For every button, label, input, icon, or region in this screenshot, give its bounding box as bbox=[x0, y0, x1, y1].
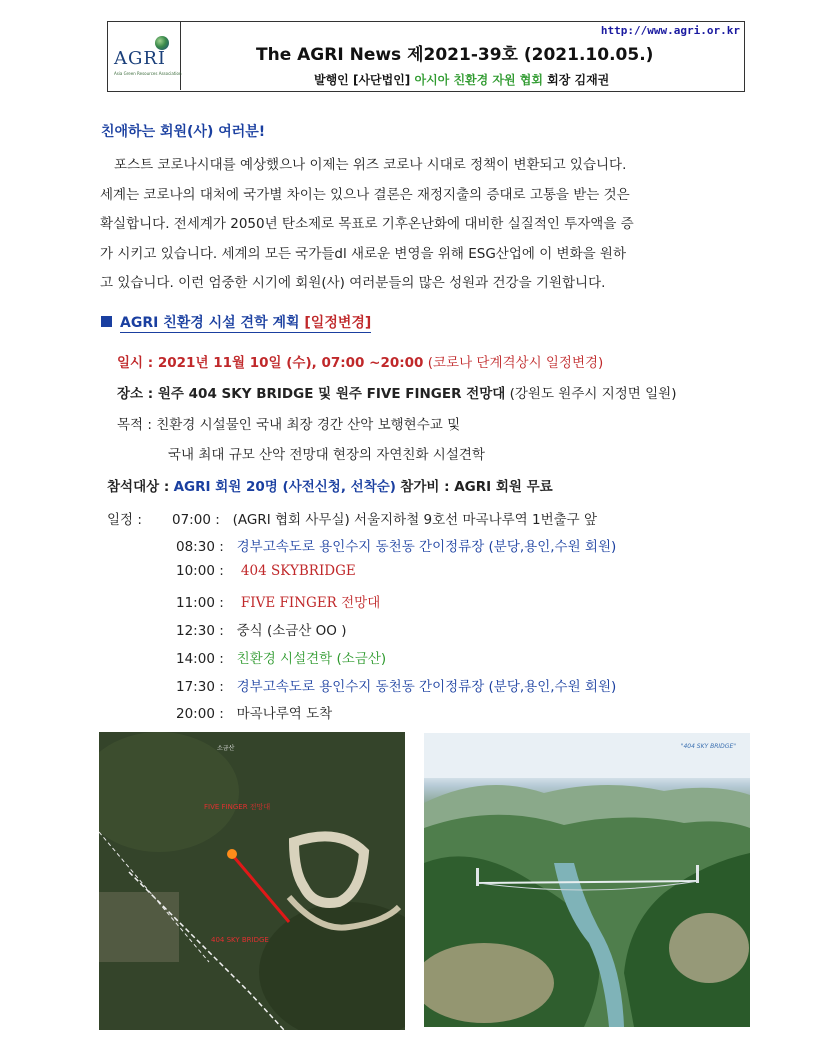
body-line: 가 시키고 있습니다. 세계의 모든 국가들dl 새로운 변영을 위해 ESG산업에 이 변화을 원하 bbox=[100, 245, 627, 262]
logo-subtitle: Asia Green Resources Association bbox=[114, 71, 182, 76]
body-line: 세계는 코로나의 대처에 국가별 차이는 있으나 결론은 재정지출의 증대로 고통을 받는 것은 bbox=[100, 186, 630, 203]
schedule-text: FIVE FINGER 전망대 bbox=[240, 595, 381, 611]
website-link[interactable]: http://www.agri.or.kr bbox=[600, 24, 740, 37]
section-title-text: AGRI 친환경 시설 견학 계획 bbox=[120, 315, 300, 331]
map-label-five-finger: FIVE FINGER 전망대 bbox=[204, 803, 271, 811]
schedule-time: 12:30 : bbox=[176, 623, 224, 639]
schedule-label: 일정 : bbox=[107, 512, 142, 528]
attend-label: 참석대상 : bbox=[107, 479, 170, 495]
newsletter-header bbox=[107, 21, 745, 92]
schedule-time: 20:00 : bbox=[176, 706, 224, 722]
agri-logo bbox=[108, 22, 181, 90]
schedule-time: 07:00 : bbox=[172, 512, 220, 528]
attend-value: AGRI 회원 20명 (사전신청, 선착순) bbox=[173, 479, 396, 495]
attendance-line bbox=[107, 475, 553, 495]
square-bullet-icon bbox=[101, 316, 112, 327]
place-note: (강원도 원주시 지정면 일원) bbox=[509, 386, 677, 402]
schedule-row bbox=[176, 619, 347, 639]
section-tag: [일정변경] bbox=[304, 315, 372, 331]
fee-text: 참가비 : AGRI 회원 무료 bbox=[400, 479, 553, 495]
purpose-line-2: 국내 최대 규모 산악 전망대 현장의 자연친화 시설견학 bbox=[168, 447, 485, 463]
place-line bbox=[117, 382, 676, 402]
date-note: (코로나 단계격상시 일정변경) bbox=[427, 355, 604, 371]
schedule-text: (AGRI 협회 사무실) 서울지하철 9호선 마곡나루역 1번출구 앞 bbox=[232, 512, 598, 528]
aerial-photo-label: "404 SKY BRIDGE" bbox=[680, 743, 736, 750]
schedule-row bbox=[176, 563, 356, 579]
publisher-org: 아시아 친환경 자원 협회 bbox=[414, 73, 543, 87]
satellite-map-image bbox=[99, 732, 405, 1030]
sky-bridge-aerial-photo bbox=[424, 733, 750, 1027]
schedule-row bbox=[176, 535, 616, 555]
schedule-text: 경부고속도로 용인수지 동천동 간이정류장 (분당,용인,수원 회원) bbox=[236, 539, 617, 555]
schedule-text: 경부고속도로 용인수지 동천동 간이정류장 (분당,용인,수원 회원) bbox=[236, 679, 617, 695]
publisher-prefix: 발행인 [사단법인] bbox=[314, 73, 411, 87]
purpose-line-1: 목적 : 친환경 시설물인 국내 최장 경간 산악 보행현수교 및 bbox=[117, 417, 461, 433]
schedule-row bbox=[176, 591, 380, 611]
publisher-line bbox=[314, 71, 609, 88]
schedule-row bbox=[176, 675, 616, 695]
newsletter-title: The AGRI News 제2021-39호 (2021.10.05.) bbox=[256, 45, 654, 65]
greeting-heading: 친애하는 회원(사) 여러분! bbox=[101, 124, 266, 140]
schedule-row bbox=[176, 702, 332, 722]
body-line: 고 있습니다. 이런 엄중한 시기에 회원(사) 여러분들의 많은 성원과 건강을 기원합니다. bbox=[100, 275, 606, 291]
publisher-suffix: 회장 김재권 bbox=[547, 73, 610, 87]
schedule-time: 10:00 : bbox=[176, 563, 224, 579]
aerial-photo-drawing bbox=[424, 733, 750, 1027]
schedule-time: 17:30 : bbox=[176, 679, 224, 695]
body-line: 확실합니다. 전세계가 2050년 탄소제로 목표로 기후온난화에 대비한 실질적인 투자액을 증 bbox=[100, 216, 634, 232]
schedule-time: 14:00 : bbox=[176, 651, 224, 667]
logo-text: AGRI bbox=[114, 48, 167, 69]
place-label: 장소 : 원주 404 SKY BRIDGE 및 원주 FIVE FINGER 전망대 bbox=[117, 386, 506, 402]
schedule-time: 11:00 : bbox=[176, 595, 224, 611]
body-line: 포스트 코로나시대를 예상했으나 이제는 위즈 코로나 시대로 정책이 변환되고 있습니다. bbox=[114, 157, 627, 173]
section-heading bbox=[101, 312, 371, 332]
satellite-map-drawing bbox=[99, 732, 405, 1030]
schedule-text: 404 SKYBRIDGE bbox=[240, 563, 356, 579]
schedule-text: 친환경 시설견학 (소금산) bbox=[236, 651, 387, 667]
map-label-sky-bridge: 404 SKY BRIDGE bbox=[211, 936, 269, 944]
date-line bbox=[117, 351, 603, 371]
schedule-row bbox=[172, 508, 597, 528]
body-paragraph bbox=[100, 151, 752, 299]
map-label-peak: 소금산 bbox=[217, 745, 235, 752]
schedule-row bbox=[176, 647, 386, 667]
date-label: 일시 : 2021년 11월 10일 (수), 07:00 ~20:00 bbox=[117, 355, 424, 371]
schedule-time: 08:30 : bbox=[176, 539, 224, 555]
schedule-text: 중식 (소금산 OO ) bbox=[236, 623, 347, 639]
schedule-text: 마곡나루역 도착 bbox=[236, 706, 333, 722]
